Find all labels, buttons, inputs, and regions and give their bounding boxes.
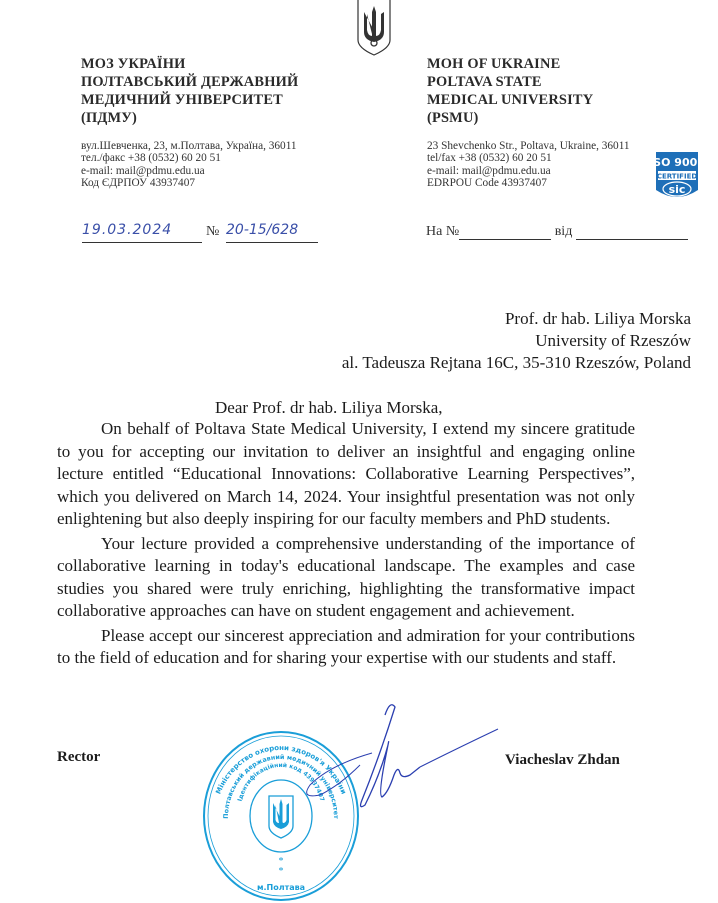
recipient-address: al. Tadeusza Rejtana 16C, 35-310 Rzeszów, Poland: [341, 353, 691, 372]
stamp-star-icon: *: [278, 856, 284, 867]
stamp-city: м.Полтава: [256, 883, 306, 892]
number-label: №: [206, 224, 220, 239]
address-line: EDRPOU Code 43937407: [427, 177, 547, 190]
letterhead-line: MOH OF UKRAINE: [427, 56, 561, 72]
recipient-name: Prof. dr hab. Liliya Morska: [504, 309, 691, 328]
address-line: вул.Шевченка, 23, м.Полтава, Україна, 36011: [81, 140, 297, 152]
paragraph: On behalf of Poltava State Medical University, I extend my sincere gratitude to you for accepting our invitation to deliver an insightful and engaging online lecture entitled “Educational Innovations: Collaborative Learning Perspectives”, which you delivered on March 14, 2024. Your insightful presentation was not only enlightening but also deeply inspiring for our faculty members and PhD students.: [57, 419, 635, 528]
recipient-block: [342, 308, 691, 374]
outgoing-number: 20-15/628: [226, 222, 318, 243]
letterhead-line: МЕДИЧНИЙ УНІВЕРСИТЕТ: [81, 92, 283, 108]
letterhead-line: POLTAVA STATE: [427, 74, 542, 90]
letterhead-ukrainian: [81, 55, 298, 127]
iso-badge-bottom: sic: [668, 183, 686, 196]
stamp-top-text: Міністерство охорони здоров'я України: [214, 743, 348, 796]
address-line: tel/fax +38 (0532) 60 20 51: [427, 152, 552, 165]
handwritten-signature: [270, 695, 500, 815]
letterhead-line: (ПДМУ): [81, 110, 138, 126]
iso-badge-top: ISO 9001: [649, 156, 705, 169]
address-english: [427, 140, 630, 190]
address-line: e-mail: mail@pdmu.edu.ua: [427, 164, 551, 177]
address-ukrainian: [81, 140, 297, 190]
letterhead-line: (PSMU): [427, 110, 479, 126]
letter-body: [57, 418, 635, 670]
signer-title: Rector: [57, 749, 101, 765]
letterhead-line: MEDICAL UNIVERSITY: [427, 92, 594, 108]
outgoing-date: 19.03.2024: [82, 222, 202, 243]
iso-9001-badge-icon: [649, 152, 705, 202]
paragraph: Please accept our sincerest appreciation and admiration for your contributions to the field of education and for sharing your expertise with our students and staff.: [57, 625, 635, 667]
incoming-number-blank: [459, 225, 551, 240]
incoming-reference: [426, 224, 688, 240]
letterhead-english: [427, 55, 593, 127]
letterhead-line: ПОЛТАВСЬКИЙ ДЕРЖАВНИЙ: [81, 74, 299, 90]
iso-badge-middle: CERTIFIED: [656, 172, 698, 181]
address-line: 23 Shevchenko Str., Poltava, Ukraine, 36011: [427, 140, 630, 152]
salutation: Dear Prof. dr hab. Liliya Morska,: [215, 398, 443, 417]
address-line: тел./факс +38 (0532) 60 20 51: [81, 152, 221, 165]
trident-coat-of-arms-icon: [356, 0, 392, 56]
letterhead-line: МОЗ УКРАЇНИ: [81, 56, 186, 72]
incoming-date-blank: [576, 225, 688, 240]
stamp-star-icon: *: [278, 866, 284, 877]
paragraph: Your lecture provided a comprehensive understanding of the importance of collaborative learning in today's educational landscape. The examples and case studies you shared were truly enriching, highlighting the transformative impact collaborative approaches can have on student engagement and achievement.: [57, 533, 635, 620]
incoming-from-label: від: [554, 224, 573, 239]
recipient-institution: University of Rzeszów: [535, 331, 691, 350]
signer-name: Viacheslav Zhdan: [505, 752, 620, 768]
incoming-number-label: На №: [426, 224, 460, 239]
stamp-inner-text: Ідентифікаційний код 43937407: [236, 761, 326, 803]
address-line: Код ЄДРПОУ 43937407: [81, 177, 196, 190]
stamp-outer-text: Полтавський державний медичний університет: [221, 752, 341, 819]
address-line: e-mail: mail@pdmu.edu.ua: [81, 164, 205, 177]
